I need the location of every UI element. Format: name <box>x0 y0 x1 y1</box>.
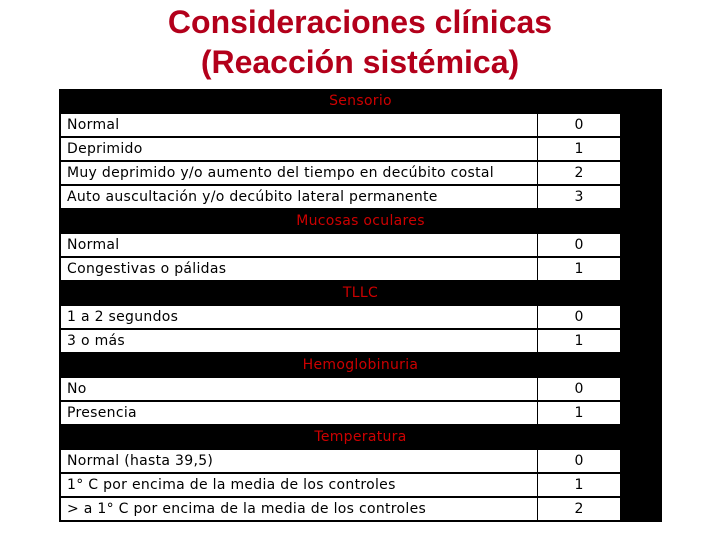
row-score: 1 <box>538 138 620 160</box>
table-row <box>59 377 662 401</box>
row-score: 3 <box>538 186 620 208</box>
row-label: Normal (hasta 39,5) <box>61 450 537 472</box>
section-header-mucosas: Mucosas oculares <box>296 213 425 229</box>
row-label: Normal <box>61 234 537 256</box>
row-score: 1 <box>538 402 620 424</box>
table-row <box>59 497 662 521</box>
page-title <box>0 2 720 82</box>
row-score: 1 <box>538 258 620 280</box>
table-row <box>59 113 662 137</box>
table-row <box>59 233 662 257</box>
table-row <box>59 257 662 281</box>
table-row <box>59 473 662 497</box>
table-row <box>59 305 662 329</box>
table-row <box>59 161 662 185</box>
row-label: 1 a 2 segundos <box>61 306 537 328</box>
table-row <box>59 329 662 353</box>
table-row <box>59 137 662 161</box>
row-score: 0 <box>538 234 620 256</box>
row-score: 0 <box>538 114 620 136</box>
section-header-temperatura: Temperatura <box>314 429 407 445</box>
title-line-2: (Reacción sistémica) <box>200 44 520 80</box>
row-label: Auto auscultación y/o decúbito lateral permanente <box>61 186 537 208</box>
section-header-tllc: TLLC <box>342 285 379 301</box>
row-score: 1 <box>538 330 620 352</box>
row-score: 0 <box>538 450 620 472</box>
row-score: 0 <box>538 378 620 400</box>
section-header-sensorio: Sensorio <box>329 93 392 109</box>
row-label: > a 1° C por encima de la media de los controles <box>61 498 537 520</box>
row-label: Congestivas o pálidas <box>61 258 537 280</box>
table-row <box>59 449 662 473</box>
row-label: No <box>61 378 537 400</box>
scoring-table <box>59 89 662 522</box>
section-header-hemoglobinuria: Hemoglobinuria <box>302 357 419 373</box>
row-label: Presencia <box>61 402 537 424</box>
title-line-1: Consideraciones clínicas <box>167 4 553 40</box>
row-score: 1 <box>538 474 620 496</box>
row-label: Normal <box>61 114 537 136</box>
table-row <box>59 185 662 209</box>
row-score: 2 <box>538 162 620 184</box>
row-label: 1° C por encima de la media de los controles <box>61 474 537 496</box>
row-score: 0 <box>538 306 620 328</box>
row-label: 3 o más <box>61 330 537 352</box>
row-label: Deprimido <box>61 138 537 160</box>
table-row <box>59 401 662 425</box>
row-label: Muy deprimido y/o aumento del tiempo en decúbito costal <box>61 162 537 184</box>
row-score: 2 <box>538 498 620 520</box>
